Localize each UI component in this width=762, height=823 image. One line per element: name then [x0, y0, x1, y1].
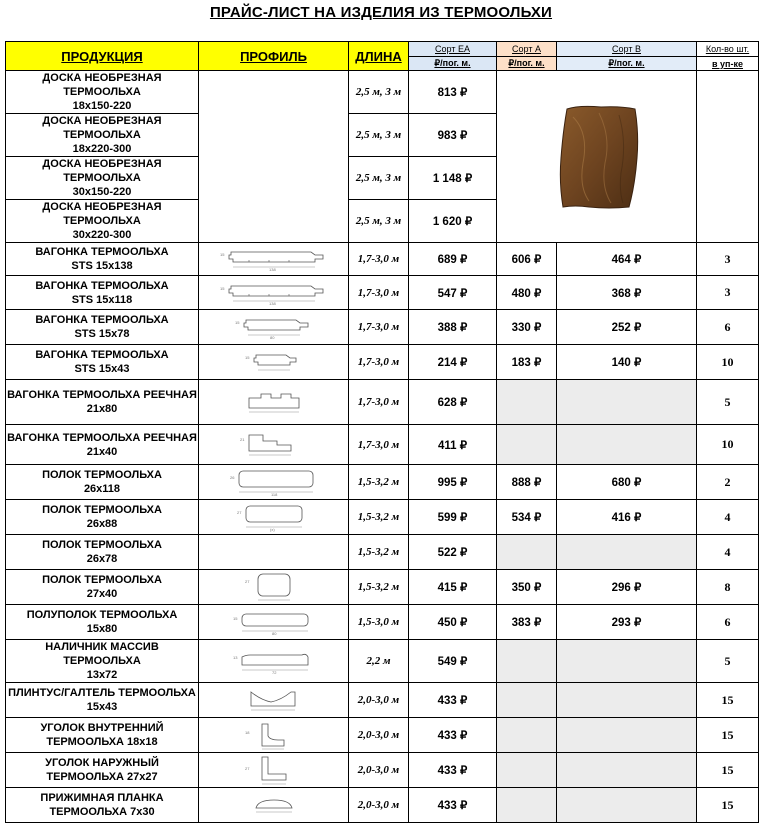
svg-text:138: 138: [268, 267, 276, 272]
profile-cell: [199, 310, 349, 345]
price-ea: 415 ₽: [409, 570, 497, 605]
length-cell: 2,5 м, 3 м: [349, 71, 409, 114]
product-photo-cell: [497, 71, 697, 243]
svg-text:18: 18: [244, 730, 249, 735]
qty-value: 4: [697, 500, 759, 535]
price-b: 293 ₽: [557, 605, 697, 640]
price-ea: 411 ₽: [409, 425, 497, 465]
price-ea: 433 ₽: [409, 753, 497, 788]
product-name: ВАГОНКА ТЕРМООЛЬХА STS 15х138: [6, 243, 199, 276]
length-cell: 2,0-3,0 м: [349, 683, 409, 718]
wagonka-profile-drawing: [219, 280, 329, 306]
price-a: [497, 683, 557, 718]
price-a: 350 ₽: [497, 570, 557, 605]
svg-text:80: 80: [271, 631, 276, 636]
qty-value: 15: [697, 788, 759, 823]
qty-value: 3: [697, 276, 759, 310]
qty-value: 6: [697, 605, 759, 640]
header-grade-a: Сорт А: [497, 42, 557, 57]
length-cell: 2,0-3,0 м: [349, 753, 409, 788]
length-cell: 2,2 м: [349, 640, 409, 683]
product-name: ДОСКА НЕОБРЕЗНАЯ ТЕРМООЛЬХА 18х150-220: [6, 71, 199, 114]
svg-text:72: 72: [271, 670, 276, 675]
price-b: [557, 380, 697, 425]
price-a: [497, 425, 557, 465]
product-name: НАЛИЧНИК МАССИВ ТЕРМООЛЬХА 13х72: [6, 640, 199, 683]
svg-text:26: 26: [229, 475, 234, 480]
price-ea: 689 ₽: [409, 243, 497, 276]
profile-cell: [199, 535, 349, 570]
length-cell: 2,5 м, 3 м: [349, 157, 409, 200]
price-ea: 433 ₽: [409, 718, 497, 753]
price-b: 252 ₽: [557, 310, 697, 345]
price-a: [497, 753, 557, 788]
table-row: [6, 425, 759, 465]
qty-value: 15: [697, 683, 759, 718]
svg-text:118: 118: [270, 492, 277, 497]
table-row: [6, 570, 759, 605]
price-a: 606 ₽: [497, 243, 557, 276]
price-a: 183 ₽: [497, 345, 557, 380]
length-cell: 1,7-3,0 м: [349, 310, 409, 345]
svg-text:15: 15: [232, 616, 237, 621]
price-a: [497, 718, 557, 753]
price-ea: 450 ₽: [409, 605, 497, 640]
product-name: УГОЛОК НАРУЖНЫЙ ТЕРМООЛЬХА 27х27: [6, 753, 199, 788]
svg-text:15: 15: [219, 285, 224, 291]
price-ea: 628 ₽: [409, 380, 497, 425]
price-b: 296 ₽: [557, 570, 697, 605]
svg-text:80: 80: [269, 335, 274, 340]
header-grade-ea: Сорт ЕА: [409, 42, 497, 57]
svg-text:27: 27: [244, 766, 249, 771]
qty-value: 5: [697, 380, 759, 425]
page-title: ПРАЙС-ЛИСТ НА ИЗДЕЛИЯ ИЗ ТЕРМООЛЬХИ: [209, 4, 553, 21]
svg-text:21: 21: [239, 436, 244, 442]
header-unit-b: ₽/пог. м.: [557, 57, 697, 71]
reech-profile-drawing: [239, 431, 309, 459]
ugolok-inner-profile-drawing: [244, 720, 304, 750]
polok-profile-drawing: [229, 467, 319, 497]
price-b: 368 ₽: [557, 276, 697, 310]
length-cell: 1,5-3,2 м: [349, 465, 409, 500]
svg-text:15: 15: [244, 355, 249, 360]
table-row: [6, 753, 759, 788]
length-cell: 1,5-3,2 м: [349, 570, 409, 605]
header-qty-unit: в уп-ке: [697, 57, 759, 71]
ugolok-outer-profile-drawing: [244, 754, 304, 786]
table-row: [6, 380, 759, 425]
price-a: [497, 788, 557, 823]
product-name: ВАГОНКА ТЕРМООЛЬХА STS 15х78: [6, 310, 199, 345]
product-name: ПОЛОК ТЕРМООЛЬХА 26х88: [6, 500, 199, 535]
length-cell: 1,5-3,0 м: [349, 605, 409, 640]
price-b: [557, 640, 697, 683]
table-row: [6, 788, 759, 823]
length-cell: 1,7-3,0 м: [349, 380, 409, 425]
svg-text:(x): (x): [270, 527, 275, 532]
product-name: ВАГОНКА ТЕРМООЛЬХА STS 15х43: [6, 345, 199, 380]
qty-value: 6: [697, 310, 759, 345]
qty-value: 4: [697, 535, 759, 570]
product-name: ПОЛОК ТЕРМООЛЬХА 27х40: [6, 570, 199, 605]
product-name: ДОСКА НЕОБРЕЗНАЯ ТЕРМООЛЬХА 30х150-220: [6, 157, 199, 200]
price-a: 888 ₽: [497, 465, 557, 500]
wagonka-profile-drawing: [234, 314, 314, 340]
price-b: 140 ₽: [557, 345, 697, 380]
price-ea: 433 ₽: [409, 683, 497, 718]
table-row: [6, 345, 759, 380]
price-ea: 995 ₽: [409, 465, 497, 500]
table-row: [6, 71, 759, 114]
profile-cell: [199, 345, 349, 380]
price-ea: 1 620 ₽: [409, 200, 497, 243]
table-row: [6, 276, 759, 310]
profile-cell: [199, 753, 349, 788]
planka-profile-drawing: [244, 792, 304, 818]
qty-value: 15: [697, 718, 759, 753]
table-row: [6, 243, 759, 276]
qty-value: 8: [697, 570, 759, 605]
price-table: [5, 41, 759, 823]
price-ea: 547 ₽: [409, 276, 497, 310]
price-ea: 433 ₽: [409, 788, 497, 823]
svg-text:15: 15: [234, 320, 239, 325]
header-unit-a: ₽/пог. м.: [497, 57, 557, 71]
price-ea: 549 ₽: [409, 640, 497, 683]
polok-profile-drawing: [244, 571, 304, 603]
length-cell: 2,0-3,0 м: [349, 718, 409, 753]
price-b: 464 ₽: [557, 243, 697, 276]
table-row: [6, 640, 759, 683]
product-name: ПОЛОК ТЕРМООЛЬХА 26х78: [6, 535, 199, 570]
profile-cell: [199, 640, 349, 683]
profile-cell: [199, 465, 349, 500]
svg-text:15: 15: [219, 252, 224, 257]
header-qty: Кол-во шт.: [697, 42, 759, 57]
qty-value: 15: [697, 753, 759, 788]
wagonka-profile-drawing: [244, 349, 304, 375]
price-ea: 813 ₽: [409, 71, 497, 114]
price-a: [497, 640, 557, 683]
reech-profile-drawing: [239, 388, 309, 416]
product-name: ВАГОНКА ТЕРМООЛЬХА РЕЕЧНАЯ 21х40: [6, 425, 199, 465]
header-profile: ПРОФИЛЬ: [199, 42, 349, 71]
price-a: 534 ₽: [497, 500, 557, 535]
profile-cell: [199, 605, 349, 640]
profile-cell: [199, 570, 349, 605]
product-name: ПОЛОК ТЕРМООЛЬХА 26х118: [6, 465, 199, 500]
table-row: [6, 465, 759, 500]
price-a: [497, 535, 557, 570]
length-cell: 1,7-3,0 м: [349, 276, 409, 310]
profile-cell: [199, 683, 349, 718]
qty-value: 10: [697, 345, 759, 380]
table-row: [6, 310, 759, 345]
price-b: [557, 683, 697, 718]
product-name: ПРИЖИМНАЯ ПЛАНКА ТЕРМООЛЬХА 7х30: [6, 788, 199, 823]
product-name: ПЛИНТУС/ГАЛТЕЛЬ ТЕРМООЛЬХА 15х43: [6, 683, 199, 718]
svg-text:138: 138: [268, 300, 276, 306]
length-cell: 1,5-3,2 м: [349, 500, 409, 535]
length-cell: 1,7-3,0 м: [349, 425, 409, 465]
length-cell: 1,7-3,0 м: [349, 243, 409, 276]
price-b: [557, 753, 697, 788]
qty-cell: [697, 71, 759, 243]
profile-cell: [199, 71, 349, 243]
nalichnik-profile-drawing: [232, 647, 316, 675]
table-row: [6, 535, 759, 570]
svg-text:27: 27: [244, 579, 249, 584]
price-ea: 983 ₽: [409, 114, 497, 157]
wagonka-profile-drawing: [219, 246, 329, 272]
qty-value: 2: [697, 465, 759, 500]
product-name: УГОЛОК ВНУТРЕННИЙ ТЕРМООЛЬХА 18х18: [6, 718, 199, 753]
table-row: [6, 605, 759, 640]
price-a: [497, 380, 557, 425]
price-b: [557, 535, 697, 570]
profile-cell: [199, 380, 349, 425]
product-name: ВАГОНКА ТЕРМООЛЬХА STS 15х118: [6, 276, 199, 310]
price-ea: 1 148 ₽: [409, 157, 497, 200]
price-ea: 522 ₽: [409, 535, 497, 570]
table-row: [6, 500, 759, 535]
price-a: 480 ₽: [497, 276, 557, 310]
profile-cell: [199, 500, 349, 535]
price-a: 383 ₽: [497, 605, 557, 640]
price-b: [557, 425, 697, 465]
product-name: ПОЛУПОЛОК ТЕРМООЛЬХА 15х80: [6, 605, 199, 640]
product-name: ВАГОНКА ТЕРМООЛЬХА РЕЕЧНАЯ 21х80: [6, 380, 199, 425]
price-ea: 214 ₽: [409, 345, 497, 380]
table-row: [6, 718, 759, 753]
length-cell: 1,5-3,2 м: [349, 535, 409, 570]
svg-text:13: 13: [232, 655, 237, 660]
price-ea: 599 ₽: [409, 500, 497, 535]
product-name: ДОСКА НЕОБРЕЗНАЯ ТЕРМООЛЬХА 30х220-300: [6, 200, 199, 243]
plintus-profile-drawing: [239, 686, 309, 714]
profile-cell: [199, 788, 349, 823]
header-grade-b: Сорт В: [557, 42, 697, 57]
qty-value: 3: [697, 243, 759, 276]
price-b: [557, 718, 697, 753]
svg-text:27: 27: [237, 510, 242, 515]
qty-value: 10: [697, 425, 759, 465]
profile-cell: [199, 718, 349, 753]
price-b: [557, 788, 697, 823]
header-length: ДЛИНА: [349, 42, 409, 71]
length-cell: 1,7-3,0 м: [349, 345, 409, 380]
price-a: 330 ₽: [497, 310, 557, 345]
profile-cell: [199, 243, 349, 276]
length-cell: 2,5 м, 3 м: [349, 200, 409, 243]
table-row: [6, 683, 759, 718]
header-unit-ea: ₽/пог. м.: [409, 57, 497, 71]
product-name: ДОСКА НЕОБРЕЗНАЯ ТЕРМООЛЬХА 18х220-300: [6, 114, 199, 157]
polupolok-profile-drawing: [232, 608, 316, 636]
polok-profile-drawing: [236, 502, 311, 532]
header-product: ПРОДУКЦИЯ: [6, 42, 199, 71]
profile-cell: [199, 276, 349, 310]
length-cell: 2,0-3,0 м: [349, 788, 409, 823]
wood-board-photo: [549, 103, 645, 211]
price-b: 416 ₽: [557, 500, 697, 535]
price-b: 680 ₽: [557, 465, 697, 500]
length-cell: 2,5 м, 3 м: [349, 114, 409, 157]
profile-cell: [199, 425, 349, 465]
qty-value: 5: [697, 640, 759, 683]
price-ea: 388 ₽: [409, 310, 497, 345]
